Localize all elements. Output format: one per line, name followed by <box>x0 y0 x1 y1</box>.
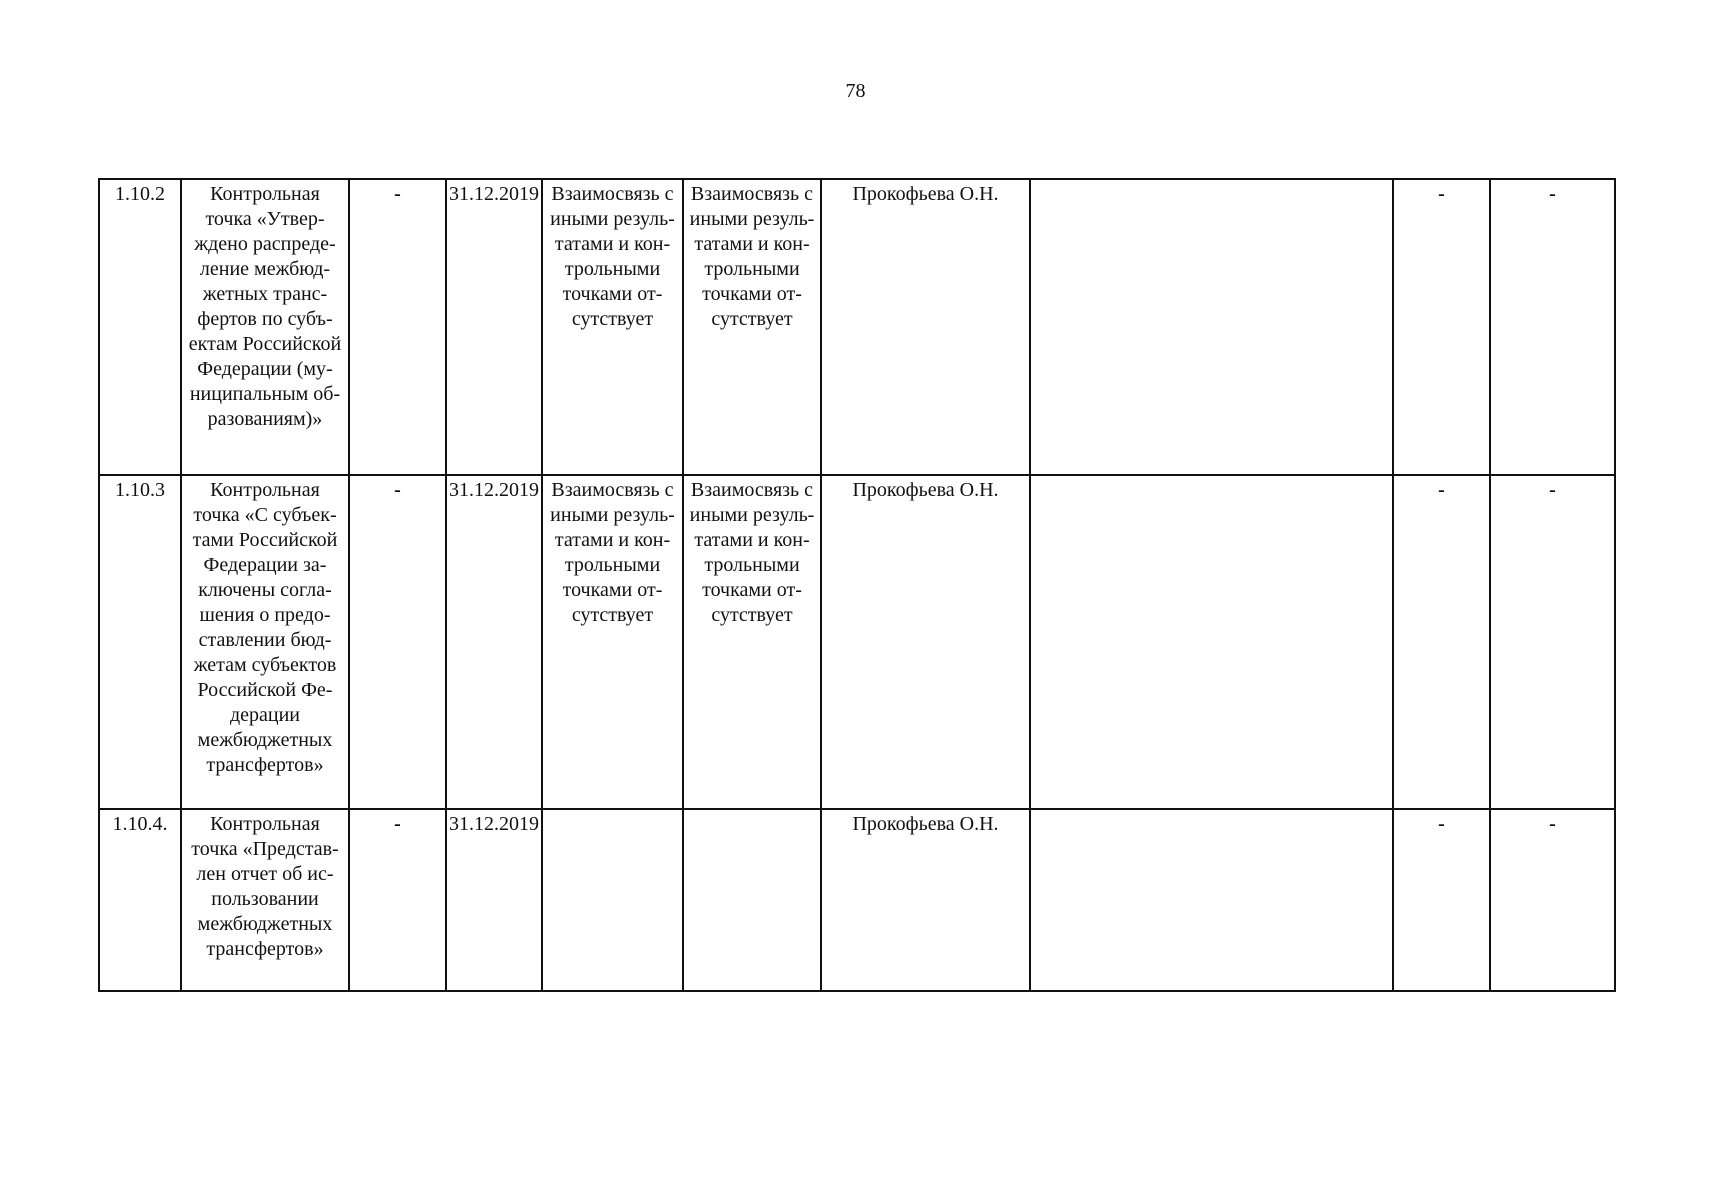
result-cell <box>1030 179 1393 475</box>
table-row <box>99 179 1615 475</box>
col9-value: - <box>1393 179 1490 475</box>
responsible-person: Прокофьева О.Н. <box>821 809 1030 991</box>
link-previous: Взаимосвязь с иными резуль- татами и кон- трольными точками от- сутствует <box>542 475 683 809</box>
end-date: 31.12.2019 <box>446 475 542 809</box>
link-next <box>683 809 821 991</box>
col10-value: - <box>1490 475 1615 809</box>
col10-value: - <box>1490 809 1615 991</box>
col9-value: - <box>1393 475 1490 809</box>
responsible-person: Прокофьева О.Н. <box>821 179 1030 475</box>
row-number: 1.10.4. <box>99 809 181 991</box>
link-previous: Взаимосвязь с иными резуль- татами и кон- трольными точками от- сутствует <box>542 179 683 475</box>
result-cell <box>1030 475 1393 809</box>
col9-value: - <box>1393 809 1490 991</box>
result-cell <box>1030 809 1393 991</box>
col10-value: - <box>1490 179 1615 475</box>
start-date: - <box>349 179 446 475</box>
link-next: Взаимосвязь с иными резуль- татами и кон- трольными точками от- сутствует <box>683 179 821 475</box>
plan-table <box>98 178 1616 992</box>
control-point-description: Контрольная точка «Утвер- ждено распреде- ление межбюд- жетных транс- фертов по субъ- ектам Российской Федерации (му- ниципальным об- разованиям)» <box>181 179 349 475</box>
table-row <box>99 475 1615 809</box>
row-number: 1.10.3 <box>99 475 181 809</box>
end-date: 31.12.2019 <box>446 809 542 991</box>
row-number: 1.10.2 <box>99 179 181 475</box>
page-number: 78 <box>845 80 866 102</box>
control-point-description: Контрольная точка «Представ- лен отчет об ис- пользовании межбюджетных трансфертов» <box>181 809 349 991</box>
link-next: Взаимосвязь с иными резуль- татами и кон- трольными точками от- сутствует <box>683 475 821 809</box>
responsible-person: Прокофьева О.Н. <box>821 475 1030 809</box>
start-date: - <box>349 475 446 809</box>
start-date: - <box>349 809 446 991</box>
control-point-description: Контрольная точка «С субъек- тами Российской Федерации за- ключены согла- шения о предо- ставлении бюд- жетам субъектов Российской Фе- дерации межбюджетных трансфертов» <box>181 475 349 809</box>
table-row <box>99 809 1615 991</box>
link-previous <box>542 809 683 991</box>
end-date: 31.12.2019 <box>446 179 542 475</box>
